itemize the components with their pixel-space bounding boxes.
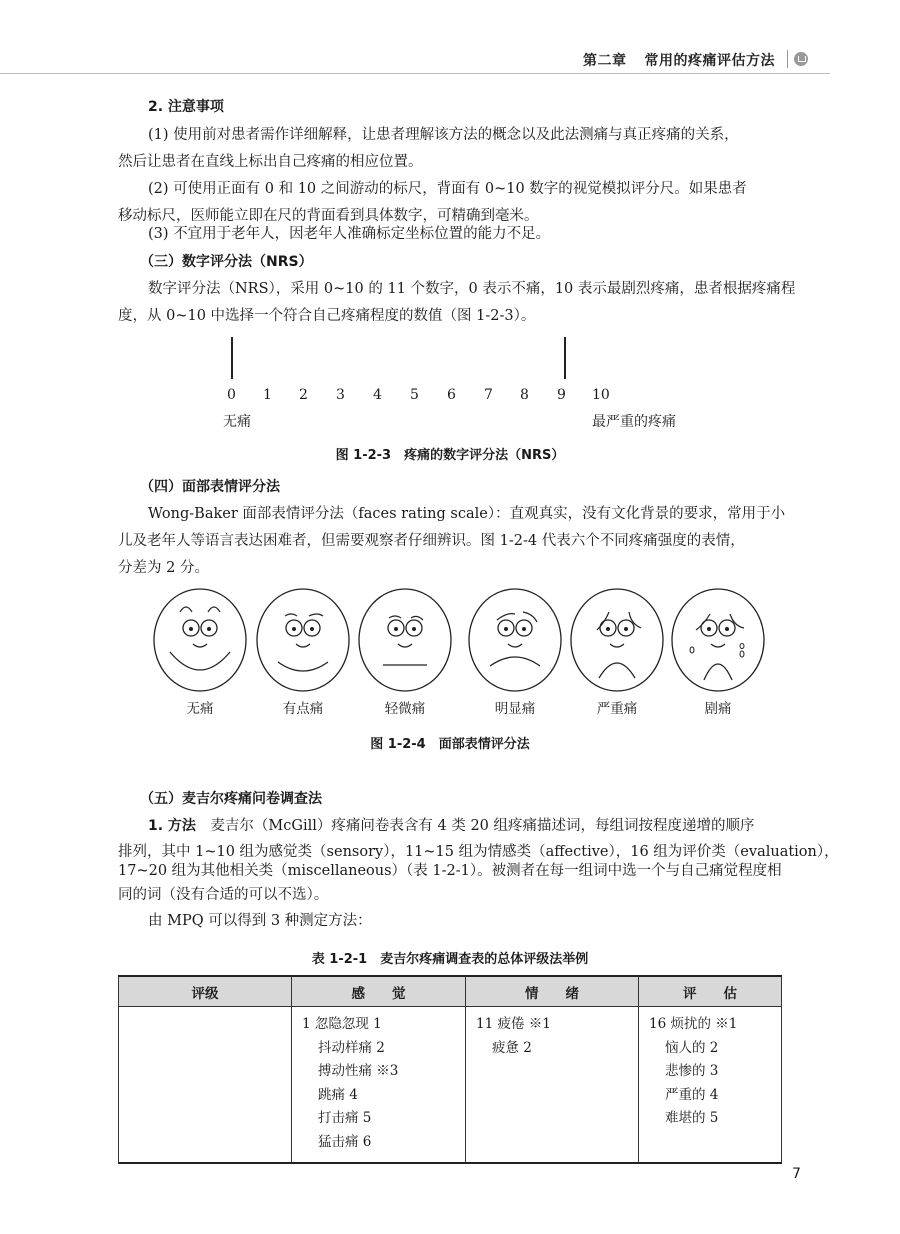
face-label: 轻微痛 bbox=[384, 701, 426, 717]
column-header: 评 估 bbox=[639, 976, 782, 1007]
paragraph-line: 同的词（没有合适的可以不选）。 bbox=[118, 887, 329, 903]
face-4 bbox=[359, 589, 451, 691]
face-label: 严重痛 bbox=[596, 701, 638, 717]
pain-descriptor: 打击痛 5 bbox=[318, 1110, 372, 1126]
chapter-title: 常用的疼痛评估方法 bbox=[644, 53, 775, 69]
header-rule bbox=[0, 73, 830, 74]
nrs-number: 7 bbox=[484, 387, 493, 403]
paragraph-line: Wong-Baker 面部表情评分法（faces rating scale）：直观真实，没有文化背景的要求，常用于小 bbox=[148, 506, 786, 522]
column-header: 评级 bbox=[119, 976, 292, 1007]
paragraph-line: 由 MPQ 可以得到 3 种测定方法： bbox=[148, 913, 372, 929]
table-cell-evaluative bbox=[639, 1007, 782, 1164]
pain-descriptor: 严重的 4 bbox=[665, 1086, 719, 1103]
paragraph-line: 移动标尺，医师能立即在尺的背面看到具体数字，可精确到毫米。 bbox=[118, 208, 539, 224]
paragraph-line: 数字评分法（NRS），采用 0~10 的 11 个数字，0 表示不痛，10 表示最剧烈疼痛，患者根据疼痛程 bbox=[148, 281, 796, 297]
paragraph-line: 分差为 2 分。 bbox=[118, 560, 209, 576]
nrs-number: 2 bbox=[299, 387, 308, 403]
pain-descriptor: 跳痛 4 bbox=[318, 1086, 358, 1103]
nrs-number: 5 bbox=[410, 387, 419, 403]
face-2 bbox=[257, 589, 349, 691]
column-header: 情 绪 bbox=[466, 976, 639, 1007]
table-row bbox=[119, 1007, 782, 1164]
paragraph-line bbox=[118, 816, 782, 836]
paragraph-line: 排列，其中 1~10 组为感觉类（sensory），11~15 组为情感类（affective），16 组为评价类（evaluation）， bbox=[118, 844, 839, 860]
face-label: 剧痛 bbox=[704, 701, 732, 717]
pain-descriptor: 抖动样痛 2 bbox=[318, 1039, 385, 1056]
header-divider bbox=[787, 50, 788, 68]
method-label: 1. 方法 bbox=[148, 818, 196, 834]
nrs-number: 6 bbox=[447, 387, 456, 403]
book-icon bbox=[794, 52, 808, 66]
nrs-right-label: 最严重的疼痛 bbox=[592, 414, 676, 430]
nrs-number: 3 bbox=[336, 387, 345, 403]
paragraph-text: 麦吉尔（McGill）疼痛问卷表含有 4 类 20 组疼痛描述词，每组词按程度递增的顺序 bbox=[210, 818, 755, 834]
face-8 bbox=[571, 589, 663, 691]
paragraph-line: (1) 使用前对患者需作详细解释，让患者理解该方法的概念以及此法测痛与真正疼痛的关系， bbox=[148, 127, 739, 143]
face-10 bbox=[672, 589, 764, 691]
nrs-number: 0 bbox=[227, 387, 236, 403]
page-number: 7 bbox=[792, 1166, 801, 1182]
table-header-row bbox=[119, 976, 782, 1007]
face-6 bbox=[469, 589, 561, 691]
nrs-left-label: 无痛 bbox=[223, 414, 251, 430]
section-heading: （四）面部表情评分法 bbox=[140, 479, 280, 495]
face-0 bbox=[154, 589, 246, 691]
paragraph-line: 度，从 0~10 中选择一个符合自己疼痛程度的数值（图 1-2-3）。 bbox=[118, 308, 536, 324]
running-header bbox=[583, 50, 775, 70]
pain-descriptor: 难堪的 5 bbox=[665, 1110, 719, 1126]
table-caption: 表 1-2-1 麦吉尔疼痛调查表的总体评级法举例 bbox=[311, 952, 589, 967]
pain-descriptor: 搏动性痛 ※3 bbox=[318, 1063, 399, 1079]
section-heading: 2. 注意事项 bbox=[148, 99, 224, 115]
chapter-number: 第二章 bbox=[583, 53, 627, 69]
pain-descriptor: 16 烦扰的 ※1 bbox=[649, 1016, 738, 1032]
figure-caption: 图 1-2-4 面部表情评分法 bbox=[370, 737, 530, 752]
pain-descriptor: 疲惫 2 bbox=[492, 1039, 532, 1056]
face-label: 无痛 bbox=[186, 701, 214, 717]
column-header: 感 觉 bbox=[292, 976, 466, 1007]
nrs-number: 8 bbox=[520, 387, 529, 403]
nrs-number: 9 bbox=[557, 387, 566, 403]
section-heading: （三）数字评分法（NRS） bbox=[140, 254, 313, 270]
paragraph-line: 17~20 组为其他相关类（miscellaneous）（表 1-2-1）。被测者在每一组词中选一个与自己痛觉程度相 bbox=[118, 863, 782, 879]
table-cell-sensory bbox=[292, 1007, 466, 1164]
nrs-tick-end bbox=[564, 337, 566, 379]
nrs-number: 1 bbox=[263, 387, 272, 403]
pain-descriptor: 11 疲倦 ※1 bbox=[476, 1016, 551, 1032]
face-label: 有点痛 bbox=[282, 701, 324, 717]
paragraph-line: 然后让患者在直线上标出自己疼痛的相应位置。 bbox=[118, 154, 423, 170]
figure-caption: 图 1-2-3 疼痛的数字评分法（NRS） bbox=[335, 448, 565, 463]
face-label: 明显痛 bbox=[494, 701, 536, 717]
mpq-table bbox=[118, 975, 782, 1164]
paragraph-line: (2) 可使用正面有 0 和 10 之间游动的标尺，背面有 0~10 数字的视觉模拟评分尺。如果患者 bbox=[148, 181, 747, 197]
nrs-number: 10 bbox=[592, 387, 610, 403]
pain-descriptor: 猛击痛 6 bbox=[318, 1133, 372, 1150]
table-cell-rating bbox=[119, 1007, 292, 1164]
table-cell-affective bbox=[466, 1007, 639, 1164]
paragraph-line: 儿及老年人等语言表达困难者，但需要观察者仔细辨识。图 1-2-4 代表六个不同疼痛强度的表情， bbox=[118, 533, 745, 549]
pain-descriptor: 悲惨的 3 bbox=[665, 1063, 719, 1079]
section-heading: （五）麦吉尔疼痛问卷调查法 bbox=[140, 791, 322, 807]
pain-descriptor: 恼人的 2 bbox=[665, 1039, 719, 1056]
pain-descriptor: 1 忽隐忽现 1 bbox=[302, 1016, 382, 1032]
faces-figure bbox=[0, 585, 900, 695]
paragraph-line: (3) 不宜用于老年人，因老年人准确标定坐标位置的能力不足。 bbox=[148, 226, 551, 242]
nrs-number: 4 bbox=[373, 387, 382, 403]
nrs-tick-start bbox=[231, 337, 233, 379]
